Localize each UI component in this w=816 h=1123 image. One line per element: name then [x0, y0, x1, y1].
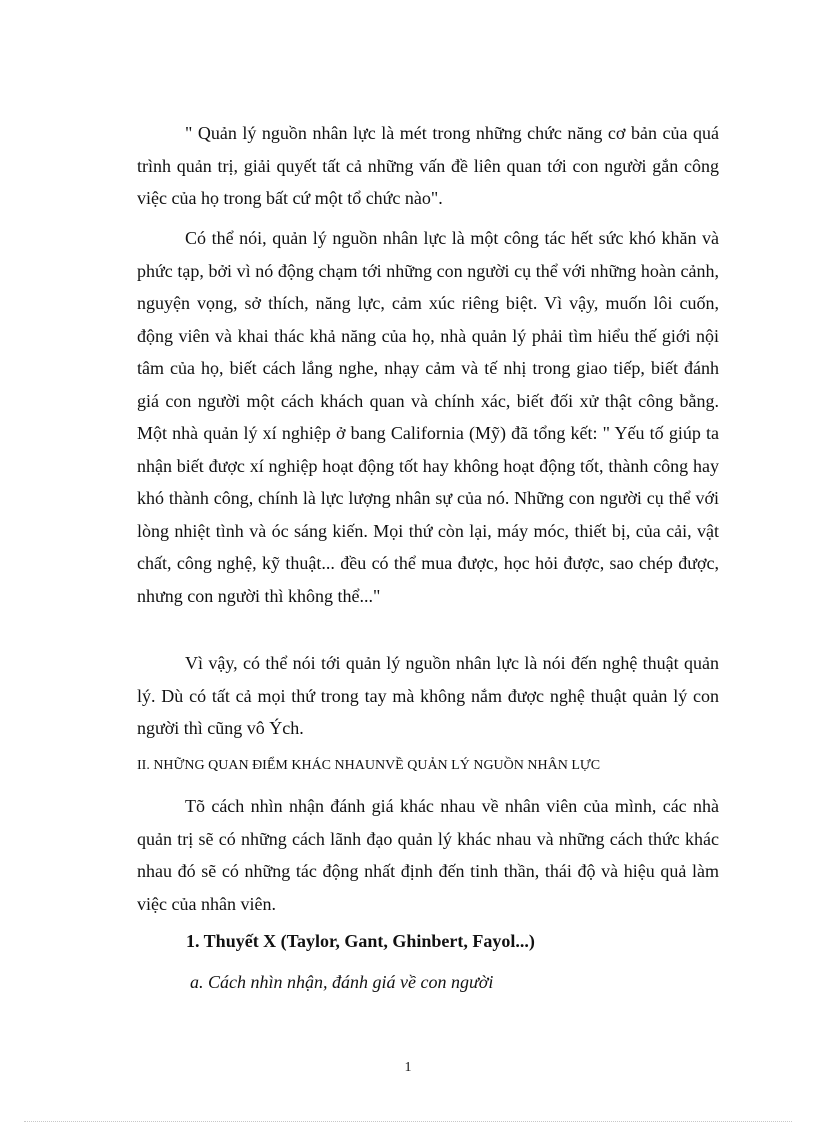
paragraph-definition: " Quản lý nguồn nhân lực là mét trong những chức năng cơ bản của quá trình quản trị, giải quyết tất cả những vấn đề liên quan tới con người gắn công việc của họ trong bất cứ một tổ chức nào". — [137, 123, 719, 208]
footer-divider — [24, 1121, 792, 1122]
subheading-view-of-people: a. Cách nhìn nhận, đánh giá về con người — [190, 972, 494, 992]
subheading-theory-x: 1. Thuyết X (Taylor, Gant, Ghinbert, Fayol...) — [186, 931, 535, 951]
paragraph-management-art: Vì vậy, có thể nói tới quản lý nguồn nhân lực là nói đến nghệ thuật quản lý. Dù có tất cả mọi thứ trong tay mà không nắm được nghệ thuật quản lý con người thì cũng vô Ých. — [137, 653, 719, 738]
paragraph-different-views: Tõ cách nhìn nhận đánh giá khác nhau về nhân viên của mình, các nhà quản trị sẽ có những cách lãnh đạo quản lý khác nhau và những cách thức khác nhau đó sẽ có những tác động nhất định đến tinh thần, thái độ và hiệu quả làm việc của nhân viên. — [137, 796, 719, 914]
paragraph-management-challenge: Có thể nói, quản lý nguồn nhân lực là một công tác hết sức khó khăn và phức tạp, bởi vì nó động chạm tới những con người cụ thể với những hoàn cảnh, nguyện vọng, sở thích, năng lực, cảm xúc riêng biệt. Vì vậy, muốn lôi cuốn, động viên và khai thác khả năng của họ, nhà quản lý phải tìm hiểu thế giới nội tâm của họ, biết cách lắng nghe, nhạy cảm và tế nhị trong giao tiếp, biết đánh giá con người một cách khách quan và chính xác, biết đối xử thật công bằng. Một nhà quản lý xí nghiệp ở bang California (Mỹ) đã tổng kết: " Yếu tố giúp ta nhận biết được xí nghiệp hoạt động tốt hay không hoạt động tốt, thành công hay khó thành công, chính là lực lượng nhân sự của nó. Những con người cụ thể với lòng nhiệt tình và óc sáng kiến. Mọi thứ còn lại, máy móc, thiết bị, của cải, vật chất, công nghệ, kỹ thuật... đều có thể mua được, học hỏi được, sao chép được, nhưng con người thì không thể..." — [137, 228, 719, 606]
page-number: 1 — [404, 1060, 412, 1075]
section-heading: II. NHỮNG QUAN ĐIỂM KHÁC NHAUNVỀ QUẢN LÝ NGUỒN NHÂN LỰC — [137, 758, 601, 773]
